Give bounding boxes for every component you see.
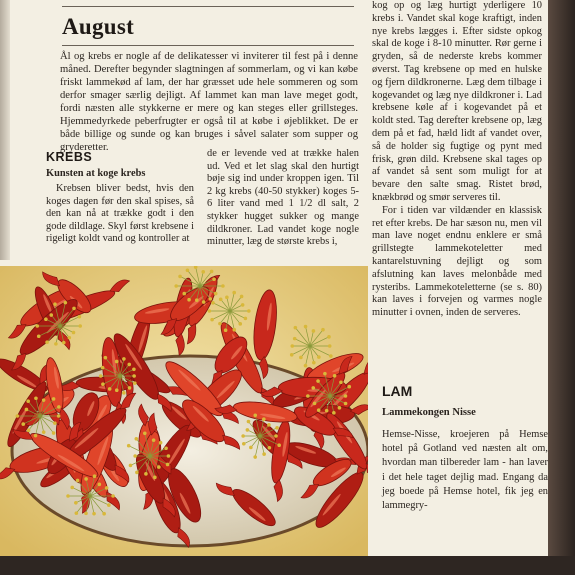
lam-heading: LAM bbox=[382, 383, 413, 399]
page-title: August bbox=[62, 14, 135, 39]
lam-subheading: Lammekongen Nisse bbox=[382, 407, 476, 418]
title-rule bbox=[62, 45, 354, 46]
krebs-col1-text: Krebsen bliver bedst, hvis den koges dagen før den skal spises, så den kan nå at trække godt i den gode dildlage. Skyl først krebsene i rigeligt koldt vand og kontroller at bbox=[46, 183, 194, 245]
krebs-subheading: Kunsten at koge krebs bbox=[46, 168, 146, 179]
krebs-heading: KREBS bbox=[46, 150, 93, 164]
book-edge-shadow bbox=[548, 0, 575, 575]
lam-column bbox=[382, 428, 548, 513]
crayfish-photo bbox=[0, 266, 368, 556]
table-surface bbox=[0, 556, 575, 575]
right-column bbox=[372, 0, 542, 320]
crayfish-platter-illustration bbox=[0, 266, 368, 556]
intro-paragraph bbox=[60, 50, 358, 154]
top-rule bbox=[62, 6, 354, 7]
intro-text: Ål og krebs er nogle af de delikatesser vi inviterer til fest på i denne måned. Derefter begynder slagtningen af sommerlam, og vi kan købe friskt lammekød af lam, der har græsset ude hele sommeren og som derfor smager særlig dejligt. Af lammet kan man lave meget godt, fordi næsten alle stykkerne er mere og kan steges eller grillsteges. Hjemmedyrkede peberfrugter er også til at købe i øjeblikket. De er både billige og sunde og kan bruges i såvel salater som supper og gryderetter. bbox=[60, 51, 358, 153]
lam-text: Hemse-Nisse, kroejeren på Hemse hotel på Gotland ved næsten alt om, hvordan man tilbereder lam - han laver i det hele taget dejlig mad. Engang da jeg boede på Hemse hotel, fik jeg en lammegry- bbox=[382, 429, 548, 512]
krebs-column-1 bbox=[46, 183, 194, 246]
page-edge-shading bbox=[0, 0, 10, 260]
krebs-col2-text: de er levende ved at trække halen ud. Ved et let slag skal den hurtigt bøje sig ind under kroppen igen. Til 2 kg krebs (40-50 stykker) koges 5-6 liter vand med 1 1/2 dl salt, 2 stykker hugget sukker og mange dildkroner. Lad vandet koge nogle minutter, læg de største krebs i, bbox=[207, 148, 359, 248]
right-col-paragraph-2: For i tiden var vildænder en klassisk ret efter krebs. De har sæson nu, men vil man lave noget endnu enklere er små grillstegte lammekoteletter med kantarelstuvning dejligt og som afslutning kan laves melonbåde med rysteribs. Lammekoteletterne (se s. 80) kan laves i forvejen og varmes nogle minutter i ovnen, inden de serveres. bbox=[372, 204, 542, 319]
krebs-column-2 bbox=[207, 148, 359, 249]
right-col-paragraph-1: kog op og læg hurtigt yderligere 10 krebs i. Vandet skal koge kraftigt, inden nye krebs lægges i. Efter sidste opkog skal de koge i 8-10 minutter. Rør gerne i gryden, så de nederste krebs kommer øverst. Tag krebsene op med en hulske og fjern dildkronerne. Læg dem tilbage i kogevandet og læg nye dildkroner i. Lad krebsene køle af i kogevandet på et koldt sted. Tag derefter krebsene op, læg dem på et fad, hæld lidt af vandet over, så de holder sig fugtige og pynt med frisk, grøn dild. Krebsene skal tages op af vandet så sent som muligt for at bevare den salte smag. Ristet brød, knækbrød og smør serveres til. bbox=[372, 0, 542, 203]
